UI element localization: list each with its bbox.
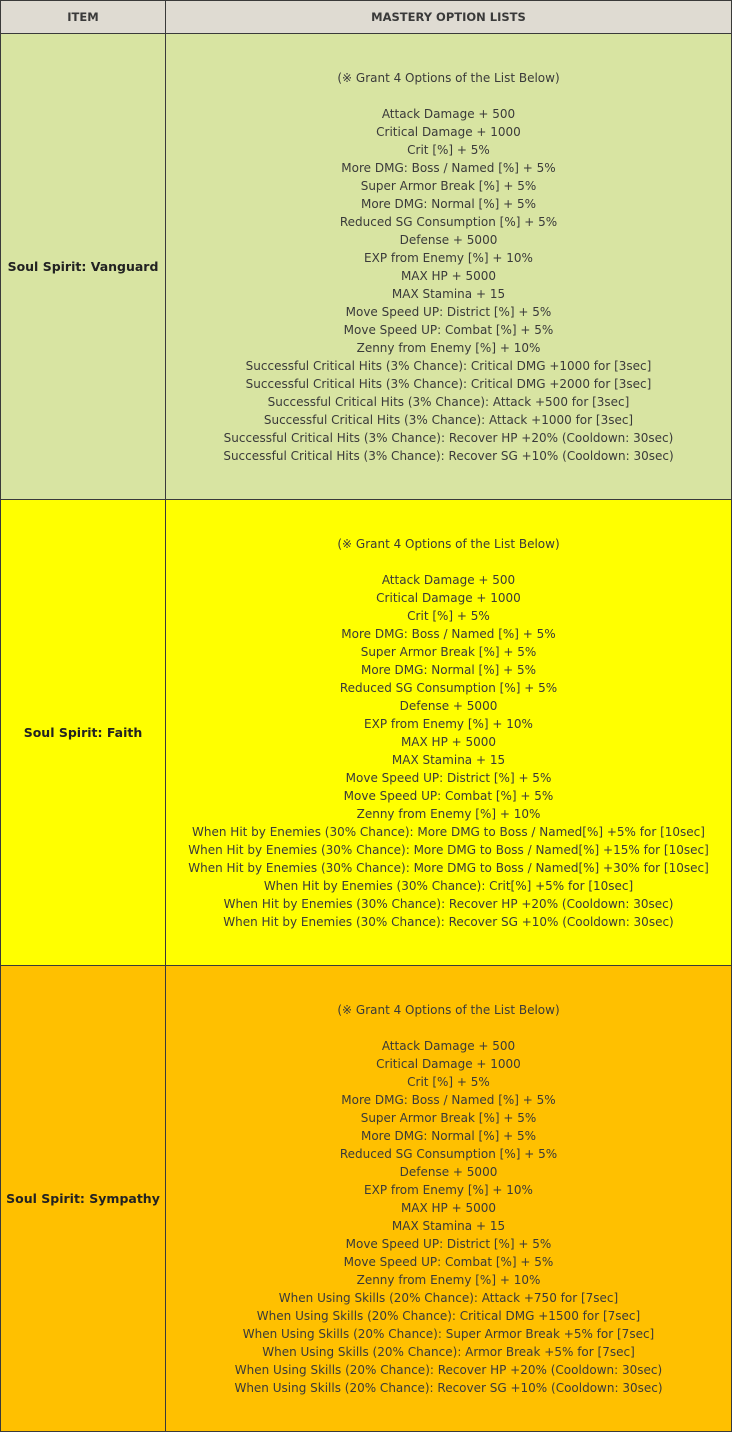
header-item: ITEM bbox=[1, 1, 166, 34]
grant-note: (※ Grant 4 Options of the List Below) bbox=[337, 1002, 560, 1017]
option-item: Successful Critical Hits (3% Chance): Critical DMG +2000 for [3sec] bbox=[245, 376, 652, 391]
option-item: When Hit by Enemies (30% Chance): More DMG to Boss / Named[%] +5% for [10sec] bbox=[192, 824, 705, 839]
grant-note: (※ Grant 4 Options of the List Below) bbox=[337, 70, 560, 85]
option-item: Zenny from Enemy [%] + 10% bbox=[356, 1272, 541, 1287]
option-item: When Using Skills (20% Chance): Critical DMG +1500 for [7sec] bbox=[256, 1308, 641, 1323]
option-item: Attack Damage + 500 bbox=[381, 106, 516, 121]
option-item: When Using Skills (20% Chance): Attack +750 for [7sec] bbox=[278, 1290, 619, 1305]
option-item: MAX Stamina + 15 bbox=[391, 1218, 506, 1233]
option-item: Defense + 5000 bbox=[399, 1164, 498, 1179]
option-item: MAX HP + 5000 bbox=[400, 1200, 497, 1215]
option-item: When Using Skills (20% Chance): Super Armor Break +5% for [7sec] bbox=[242, 1326, 655, 1341]
option-item: When Using Skills (20% Chance): Recover HP +20% (Cooldown: 30sec) bbox=[234, 1362, 663, 1377]
option-item: More DMG: Normal [%] + 5% bbox=[360, 196, 536, 211]
option-item: Move Speed UP: Combat [%] + 5% bbox=[343, 1254, 554, 1269]
options-list bbox=[223, 105, 673, 465]
option-item: Move Speed UP: District [%] + 5% bbox=[345, 770, 552, 785]
option-item: Crit [%] + 5% bbox=[407, 142, 490, 157]
option-item: Defense + 5000 bbox=[399, 698, 498, 713]
option-item: Move Speed UP: Combat [%] + 5% bbox=[343, 788, 554, 803]
option-item: Successful Critical Hits (3% Chance): Attack +1000 for [3sec] bbox=[263, 412, 634, 427]
option-item: When Hit by Enemies (30% Chance): More DMG to Boss / Named[%] +30% for [10sec] bbox=[188, 860, 709, 875]
option-item: Move Speed UP: District [%] + 5% bbox=[345, 304, 552, 319]
option-item: When Hit by Enemies (30% Chance): Recover SG +10% (Cooldown: 30sec) bbox=[223, 914, 674, 929]
option-list-cell bbox=[166, 34, 732, 500]
header-row bbox=[1, 1, 732, 34]
option-item: MAX Stamina + 15 bbox=[391, 752, 506, 767]
grant-note: (※ Grant 4 Options of the List Below) bbox=[337, 536, 560, 551]
options-list bbox=[188, 571, 709, 931]
option-item: Attack Damage + 500 bbox=[381, 572, 516, 587]
option-list-cell bbox=[166, 500, 732, 966]
option-item: MAX HP + 5000 bbox=[400, 734, 497, 749]
option-item: More DMG: Boss / Named [%] + 5% bbox=[341, 1092, 556, 1107]
option-item: Defense + 5000 bbox=[399, 232, 498, 247]
option-item: EXP from Enemy [%] + 10% bbox=[364, 716, 533, 731]
option-item: Move Speed UP: District [%] + 5% bbox=[345, 1236, 552, 1251]
option-item: Reduced SG Consumption [%] + 5% bbox=[339, 214, 558, 229]
option-item: When Hit by Enemies (30% Chance): Recover HP +20% (Cooldown: 30sec) bbox=[223, 896, 674, 911]
option-item: Move Speed UP: Combat [%] + 5% bbox=[343, 322, 554, 337]
option-item: Critical Damage + 1000 bbox=[376, 124, 521, 139]
option-list bbox=[188, 535, 709, 931]
option-item: More DMG: Boss / Named [%] + 5% bbox=[341, 626, 556, 641]
option-list bbox=[234, 1001, 662, 1397]
spacer bbox=[234, 1019, 662, 1037]
option-item: Critical Damage + 1000 bbox=[376, 1056, 521, 1071]
spacer bbox=[223, 87, 673, 105]
table-row bbox=[1, 34, 732, 500]
option-list bbox=[223, 69, 673, 465]
table-row bbox=[1, 966, 732, 1432]
table-row bbox=[1, 500, 732, 966]
option-item: MAX HP + 5000 bbox=[400, 268, 497, 283]
options-list bbox=[234, 1037, 662, 1397]
item-name-cell: Soul Spirit: Sympathy bbox=[1, 966, 166, 1432]
option-item: Attack Damage + 500 bbox=[381, 1038, 516, 1053]
option-item: Zenny from Enemy [%] + 10% bbox=[356, 340, 541, 355]
option-item: More DMG: Boss / Named [%] + 5% bbox=[341, 160, 556, 175]
option-item: Super Armor Break [%] + 5% bbox=[360, 1110, 537, 1125]
option-item: When Hit by Enemies (30% Chance): Crit[%] +5% for [10sec] bbox=[263, 878, 634, 893]
option-item: Crit [%] + 5% bbox=[407, 1074, 490, 1089]
item-name-cell: Soul Spirit: Vanguard bbox=[1, 34, 166, 500]
option-item: Super Armor Break [%] + 5% bbox=[360, 644, 537, 659]
option-item: Reduced SG Consumption [%] + 5% bbox=[339, 680, 558, 695]
option-item: Successful Critical Hits (3% Chance): Critical DMG +1000 for [3sec] bbox=[245, 358, 652, 373]
option-item: Successful Critical Hits (3% Chance): Attack +500 for [3sec] bbox=[267, 394, 630, 409]
option-item: EXP from Enemy [%] + 10% bbox=[364, 250, 533, 265]
option-item: MAX Stamina + 15 bbox=[391, 286, 506, 301]
option-item: EXP from Enemy [%] + 10% bbox=[364, 1182, 533, 1197]
header-mastery-options: MASTERY OPTION LISTS bbox=[166, 1, 732, 34]
option-item: More DMG: Normal [%] + 5% bbox=[360, 662, 537, 677]
option-item: Successful Critical Hits (3% Chance): Recover HP +20% (Cooldown: 30sec) bbox=[223, 430, 674, 445]
option-item: Super Armor Break [%] + 5% bbox=[360, 178, 537, 193]
option-item: When Using Skills (20% Chance): Armor Break +5% for [7sec] bbox=[262, 1344, 635, 1359]
option-list-cell bbox=[166, 966, 732, 1432]
table-body bbox=[1, 34, 732, 1432]
option-item: Critical Damage + 1000 bbox=[376, 590, 521, 605]
option-item: Crit [%] + 5% bbox=[407, 608, 490, 623]
table-header bbox=[1, 1, 732, 34]
option-item: Successful Critical Hits (3% Chance): Recover SG +10% (Cooldown: 30sec) bbox=[223, 448, 674, 463]
option-item: Zenny from Enemy [%] + 10% bbox=[356, 806, 541, 821]
option-item: More DMG: Normal [%] + 5% bbox=[360, 1128, 536, 1143]
spacer bbox=[188, 553, 709, 571]
option-item: Reduced SG Consumption [%] + 5% bbox=[339, 1146, 558, 1161]
item-name-cell: Soul Spirit: Faith bbox=[1, 500, 166, 966]
option-item: When Using Skills (20% Chance): Recover SG +10% (Cooldown: 30sec) bbox=[234, 1380, 663, 1395]
option-item: When Hit by Enemies (30% Chance): More DMG to Boss / Named[%] +15% for [10sec] bbox=[188, 842, 709, 857]
